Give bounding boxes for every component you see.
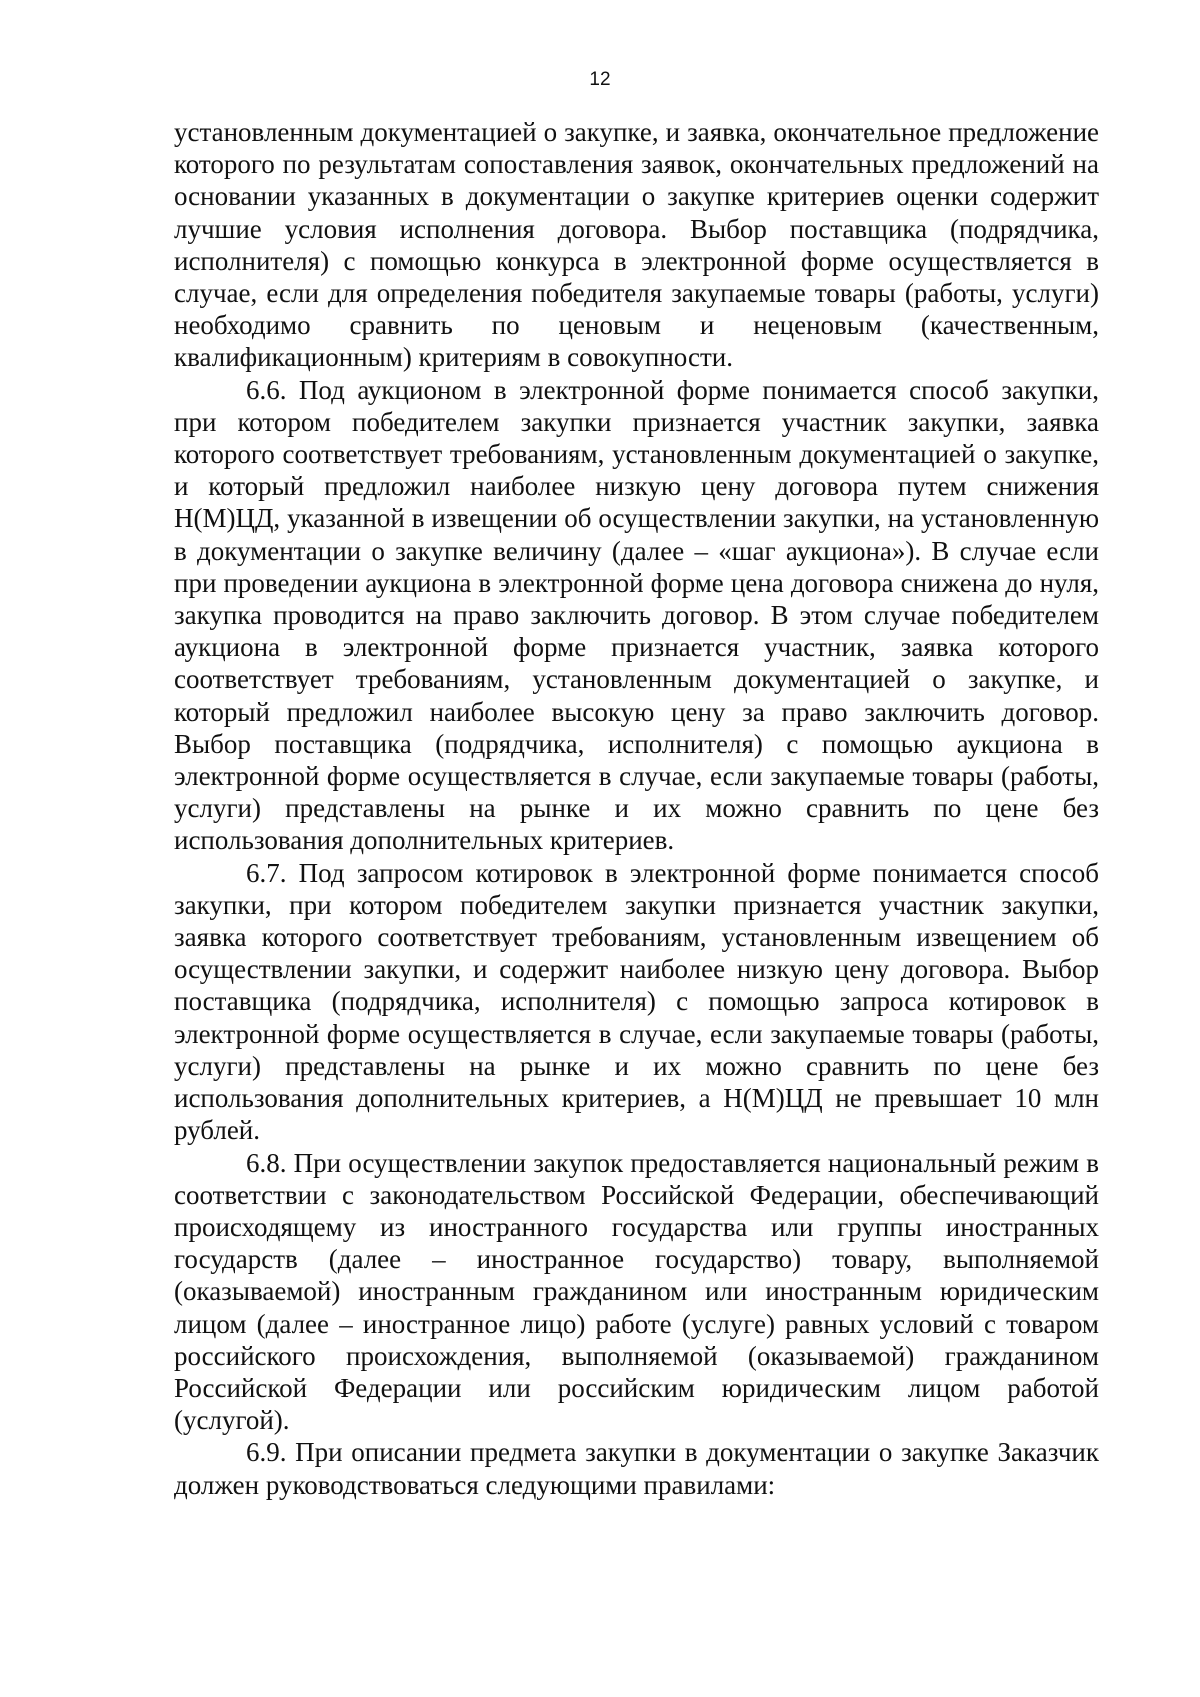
paragraph-continuation: установленным документацией о закупке, и заявка, окончательное предложение которого по результатам сопоставления заявок, окончательных предложений на основании указанных в документации о закупке критериев оценки содержит лучшие условия исполнения договора. Выбор поставщика (подрядчика, исполнителя) с помощью конкурса в электронной форме осуществляется в случае, если для определения победителя закупаемые товары (работы, услуги) необходимо сравнить по ценовым и неценовым (качественным, квалификационным) критериям в совокупности. xyxy=(174,117,1099,373)
paragraph-6-7: 6.7. Под запросом котировок в электронной форме понимается способ закупки, при котором победителем закупки признается участник закупки, заявка которого соответствует требованиям, установленным извещением об осуществлении закупки, и содержит наиболее низкую цену договора. Выбор поставщика (подрядчика, исполнителя) с помощью запроса котировок в электронной форме осуществляется в случае, если закупаемые товары (работы, услуги) представлены на рынке и их можно сравнить по цене без использования дополнительных критериев, а Н(М)ЦД не превышает 10 млн рублей. xyxy=(174,857,1099,1146)
document-body xyxy=(174,116,1099,1501)
paragraph-6-9: 6.9. При описании предмета закупки в документации о закупке Заказчик должен руководствоваться следующими правилами: xyxy=(174,1437,1099,1500)
page-number: 12 xyxy=(589,69,611,90)
paragraph-6-6: 6.6. Под аукционом в электронной форме понимается способ закупки, при котором победителем закупки признается участник закупки, заявка которого соответствует требованиям, установленным документацией о закупке, и который предложил наиболее низкую цену договора путем снижения Н(М)ЦД, указанной в извещении об осуществлении закупки, на установленную в документации о закупке величину (далее – «шаг аукциона»). В случае если при проведении аукциона в электронной форме цена договора снижена до нуля, закупка проводится на право заключить договор. В этом случае победителем аукциона в электронной форме признается участник, заявка которого соответствует требованиям, установленным документацией о закупке, и который предложил наиболее высокую цену за право заключить договор. Выбор поставщика (подрядчика, исполнителя) с помощью аукциона в электронной форме осуществляется в случае, если закупаемые товары (работы, услуги) представлены на рынке и их можно сравнить по цене без использования дополнительных критериев. xyxy=(174,374,1099,856)
paragraph-6-8: 6.8. При осуществлении закупок предоставляется национальный режим в соответствии с законодательством Российской Федерации, обеспечивающий происходящему из иностранного государства или группы иностранных государств (далее – иностранное государство) товару, выполняемой (оказываемой) иностранным гражданином или иностранным юридическим лицом (далее – иностранное лицо) работе (услуге) равных условий с товаром российского происхождения, выполняемой (оказываемой) гражданином Российской Федерации или российским юридическим лицом работой (услугой). xyxy=(174,1147,1099,1436)
